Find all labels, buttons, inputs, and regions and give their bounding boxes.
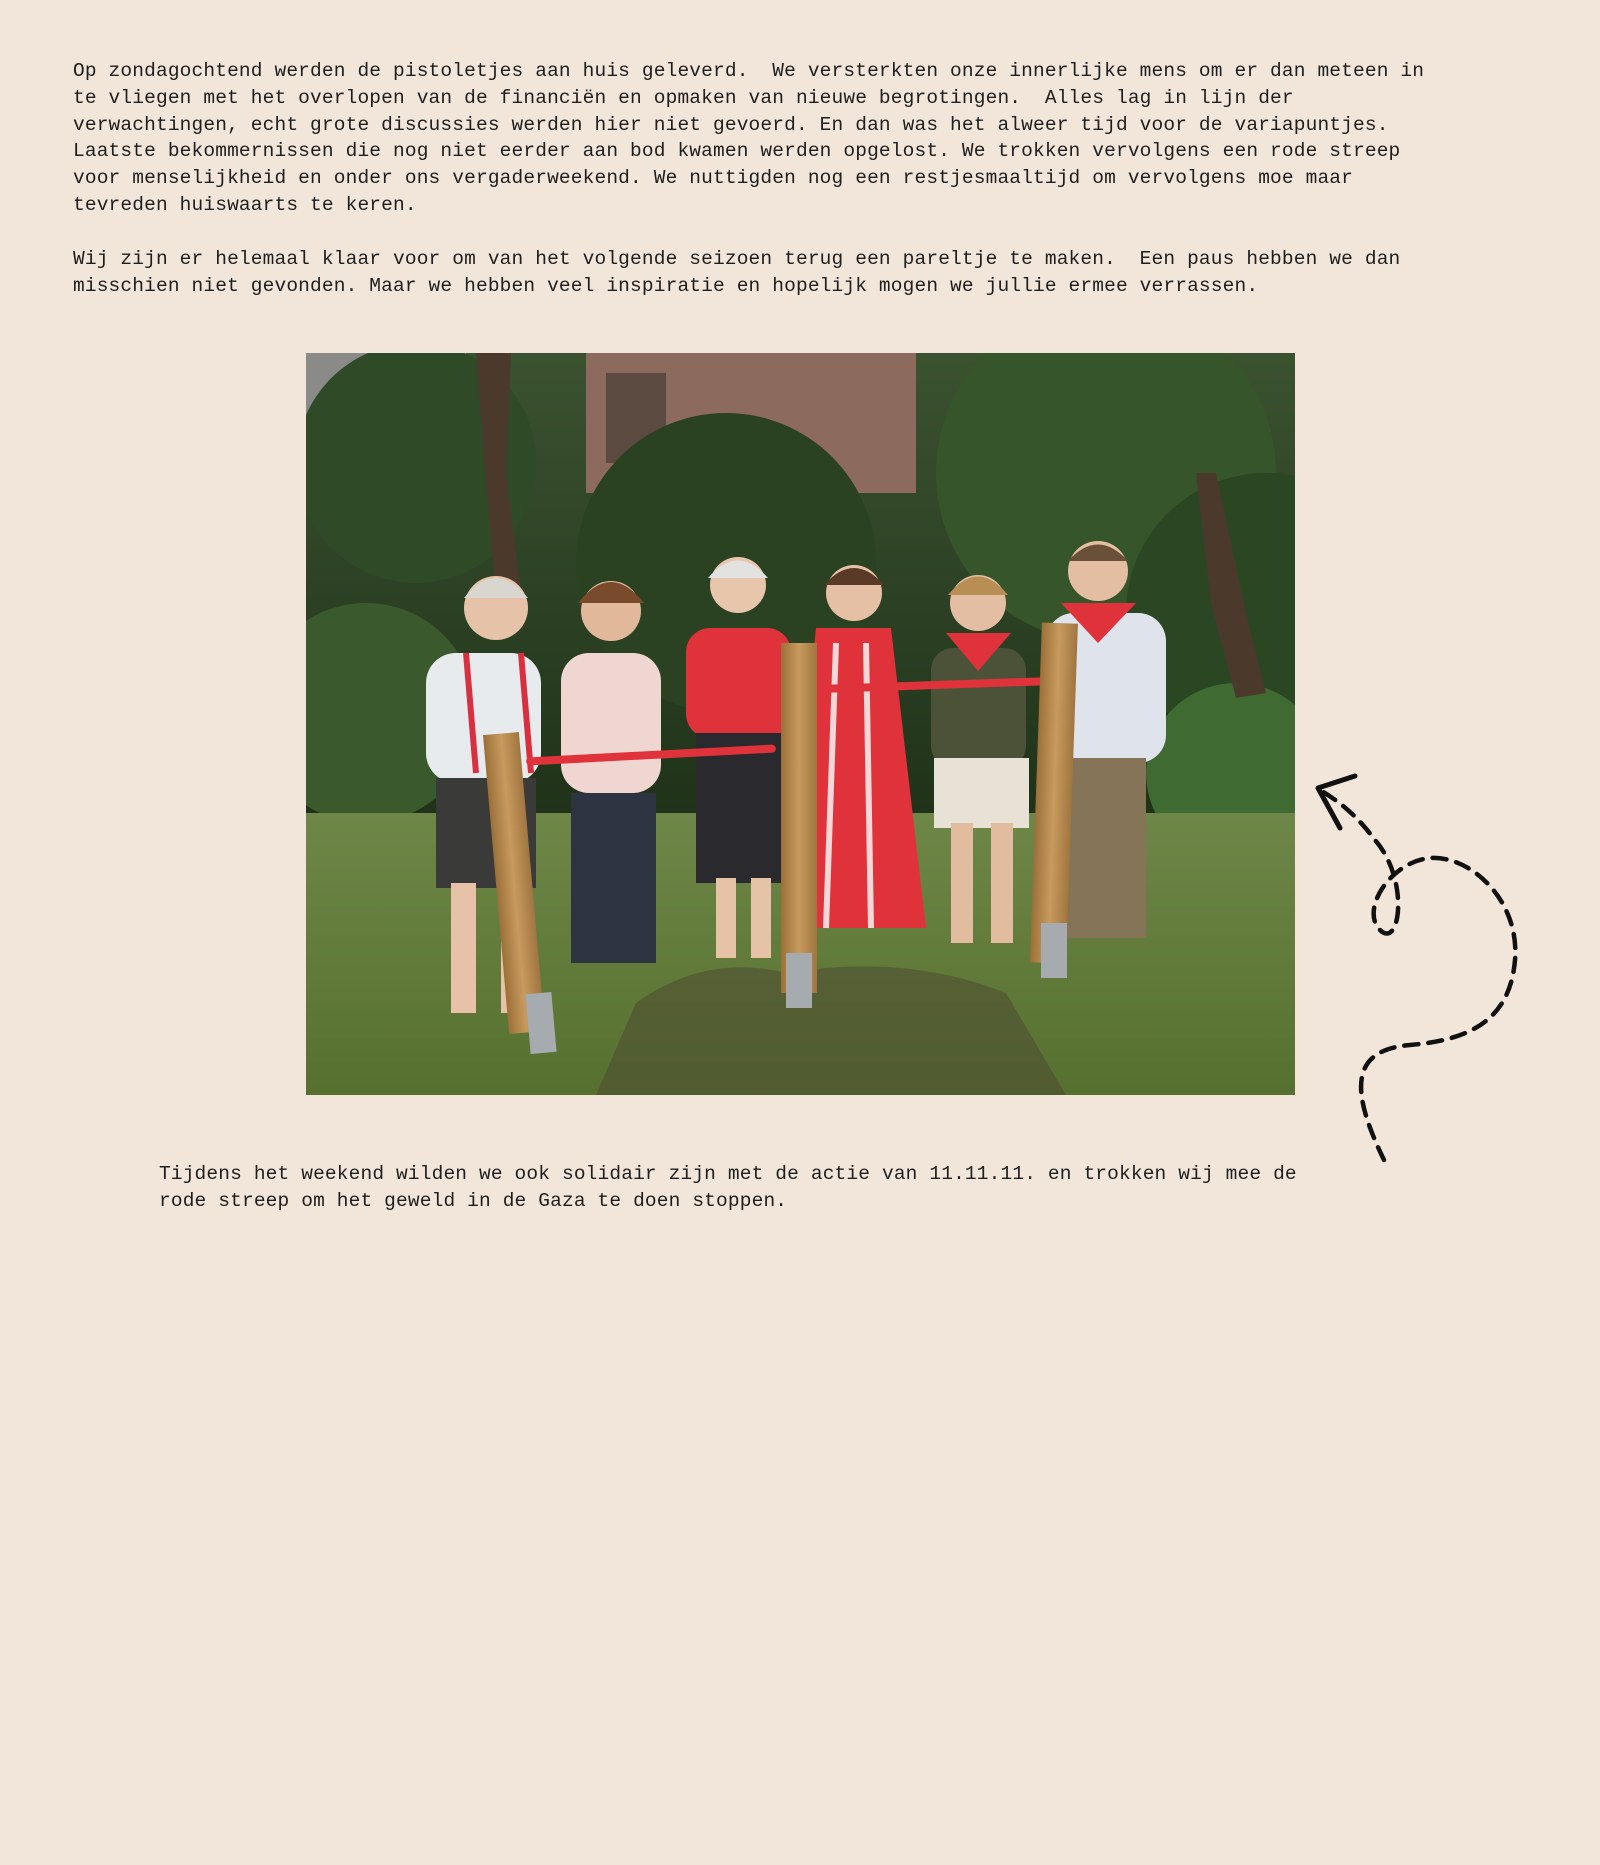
group-photo — [306, 353, 1295, 1095]
wooden-post-middle — [781, 643, 817, 993]
intro-paragraph: Op zondagochtend werden de pistoletjes aan huis geleverd. We versterkten onze innerlijke mens om er dan meteen in te vliegen met het overlopen van de financiën en opmaken van nieuwe begrotingen. Alles lag in lijn der verwachtingen, echt grote discussies werden hier niet gevoerd. En dan was het alweer tijd voor de variapuntjes. Laatste bekommernissen die nog niet eerder aan bod kwamen werden opgelost. We trokken vervolgens een rode streep voor menselijkheid en onder ons vergaderweekend. We nuttigden nog een restjesmaaltijd om vervolgens moe maar tevreden huiswaarts te keren. — [73, 60, 1425, 216]
closing-paragraph: Wij zijn er helemaal klaar voor om van het volgende seizoen terug een pareltje te maken. Een paus hebben we dan misschien niet gevonden. Maar we hebben veel inspiratie en hopelijk mogen we jullie ermee verrassen. — [73, 248, 1401, 297]
photo-caption: Tijdens het weekend wilden we ook solidair zijn met de actie van 11.11.11. en trokken wij mee de rode streep om het geweld in de Gaza te doen stoppen. — [159, 1163, 1297, 1212]
dashed-curly-arrow-icon — [1300, 760, 1560, 1170]
